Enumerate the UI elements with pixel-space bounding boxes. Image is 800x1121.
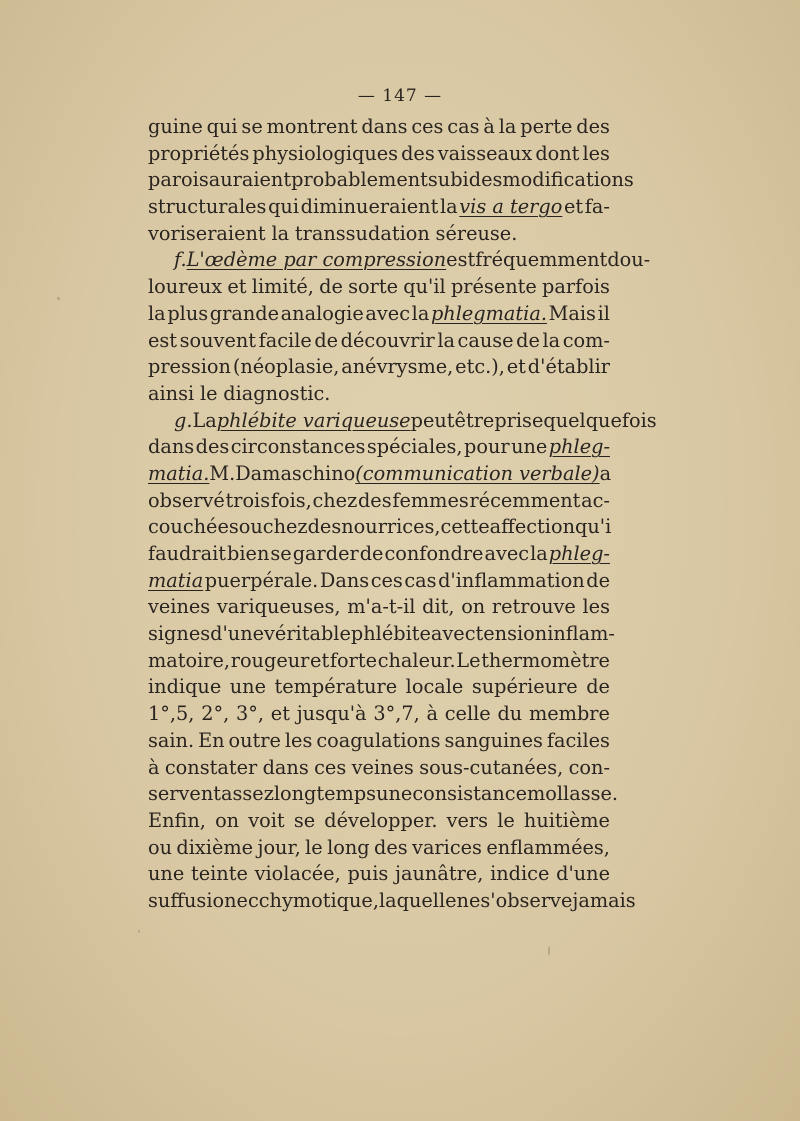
word: pour — [464, 435, 510, 459]
word: ces — [370, 568, 403, 592]
word: phlegmatia. — [430, 301, 547, 325]
word: trois — [225, 488, 271, 512]
word: variqueuses, — [216, 595, 341, 619]
word: M. — [209, 461, 236, 485]
word: a — [599, 461, 612, 485]
word: faciles — [546, 728, 610, 752]
word: structurales — [148, 195, 267, 219]
word: mollasse. — [526, 782, 619, 806]
word: diagnostic. — [223, 381, 331, 405]
word: ecchymotique, — [236, 888, 379, 912]
word: montrent — [266, 115, 358, 138]
word: vis a tergo — [459, 195, 563, 219]
text-line — [148, 541, 610, 568]
word: Le — [456, 648, 481, 672]
word: ou — [148, 835, 173, 859]
paper-speck — [57, 297, 60, 300]
word: la — [437, 328, 455, 352]
word: diminueraient — [300, 195, 439, 219]
word: à — [426, 702, 438, 726]
word: matia — [148, 568, 204, 592]
text-line — [148, 755, 610, 782]
word: (néoplasie, — [232, 355, 340, 379]
word: bien — [227, 542, 270, 565]
word: subi — [427, 168, 469, 192]
text-line — [148, 808, 610, 835]
word: outre — [228, 728, 281, 752]
word: à — [483, 115, 495, 138]
word: on — [461, 595, 486, 619]
word: cas — [404, 568, 437, 592]
word: enflammées, — [486, 835, 610, 859]
word: physiologiques — [252, 141, 399, 165]
word: à — [148, 755, 160, 779]
text-line — [148, 167, 634, 194]
word: observé — [148, 488, 225, 512]
text-line — [148, 141, 610, 168]
word: sanguines — [444, 728, 543, 752]
word: Dans — [319, 568, 370, 592]
word: des — [374, 835, 408, 859]
word: probablement — [291, 168, 428, 192]
word: phleg- — [548, 435, 610, 459]
word: con- — [568, 755, 610, 779]
text-line — [148, 488, 610, 515]
word: avec — [365, 301, 411, 325]
word: le — [497, 808, 515, 832]
word: la — [542, 328, 561, 352]
text-line — [148, 328, 610, 355]
word: loureux — [148, 275, 223, 299]
text-line — [148, 354, 610, 381]
word: laquelle — [378, 888, 457, 912]
word: inflam- — [547, 622, 615, 646]
word: qui — [268, 195, 300, 219]
word: nourrices, — [341, 515, 441, 539]
word: La — [192, 408, 217, 432]
word: d'une — [556, 862, 610, 886]
word: auraient — [208, 168, 292, 192]
paper-speck — [548, 946, 550, 956]
word: chaleur. — [377, 648, 456, 672]
word: membre — [528, 702, 610, 726]
text-line — [148, 861, 610, 888]
text-line — [148, 781, 619, 808]
word: affection — [489, 515, 576, 539]
word: longtemps — [273, 782, 377, 806]
word: des — [468, 168, 503, 192]
word: ne — [456, 888, 481, 912]
word: femmes — [392, 488, 469, 512]
word: qui — [206, 115, 238, 138]
word: cause — [457, 328, 514, 352]
word: retrouve — [491, 595, 576, 619]
word: développer. — [324, 808, 438, 832]
word: Enfin, — [148, 808, 206, 832]
word: découvrir — [340, 328, 435, 352]
word: de — [359, 542, 384, 565]
word: et — [227, 275, 247, 299]
word: spéciales, — [366, 435, 463, 459]
text-line — [148, 594, 610, 621]
word: locale — [405, 675, 464, 699]
word: forte — [329, 648, 378, 672]
text-line — [148, 621, 615, 648]
word: pression — [148, 355, 231, 379]
word: garder — [292, 542, 359, 565]
word: des — [576, 115, 610, 138]
word: couchées — [148, 515, 239, 539]
word: violacée, — [254, 862, 341, 886]
word: rougeur — [230, 648, 310, 672]
word: des — [307, 515, 342, 539]
body-text — [148, 114, 657, 915]
word: avec — [430, 622, 476, 646]
word: long — [327, 835, 370, 859]
word: constater — [164, 755, 258, 779]
word: matoire, — [148, 648, 231, 672]
word: et — [563, 195, 584, 219]
word: d'inflammation — [438, 568, 585, 592]
word: voriseraient — [148, 221, 266, 245]
word: En — [198, 728, 225, 752]
word: huitième — [523, 808, 610, 832]
word: avec — [484, 542, 530, 565]
word: parois — [148, 168, 209, 192]
word: tension — [475, 622, 548, 646]
word: de — [586, 675, 610, 699]
text-line — [148, 221, 610, 248]
word: thermomètre — [481, 648, 610, 672]
word: sorte — [348, 275, 399, 299]
word: limité, — [251, 275, 314, 299]
word: parfois — [542, 275, 610, 299]
word: on — [215, 808, 240, 832]
word: la — [148, 301, 166, 325]
paper-speck — [138, 930, 140, 933]
word: fréquemment — [475, 248, 608, 272]
word: une — [229, 675, 266, 699]
word: sain. — [148, 728, 195, 752]
word: dans — [361, 115, 408, 138]
text-line — [148, 247, 651, 274]
word: les — [582, 141, 610, 165]
word: ces — [411, 115, 444, 138]
page-number: — 147 — — [357, 86, 443, 106]
word: des — [357, 488, 392, 512]
word: et — [270, 702, 290, 726]
word: 2°, — [201, 702, 230, 726]
word: matia. — [148, 461, 210, 485]
word: les — [284, 728, 313, 752]
word: sous-cutanées, — [419, 755, 564, 779]
text-line — [148, 568, 610, 595]
word: plus — [167, 301, 209, 325]
word: dans — [262, 755, 309, 779]
word: température — [274, 675, 398, 699]
word: transsudation — [294, 221, 430, 245]
word: se — [270, 542, 292, 565]
word: analogie — [280, 301, 364, 325]
word: (communication verbale) — [355, 461, 600, 485]
word: coagulations — [316, 728, 441, 752]
word: fois, — [270, 488, 312, 512]
word: ou — [238, 515, 263, 539]
word: anévrysme, — [341, 355, 454, 379]
word: Mais — [548, 301, 596, 325]
word: jour, — [257, 835, 301, 859]
text-line — [148, 301, 610, 328]
word: de — [516, 328, 540, 352]
word: cette — [440, 515, 490, 539]
text-line — [148, 434, 610, 461]
word: prise — [494, 408, 544, 432]
word: indique — [148, 675, 222, 699]
word: 3°,7, — [373, 702, 420, 726]
word: ces — [314, 755, 347, 779]
word: f. — [174, 248, 187, 272]
word: jamais — [572, 888, 636, 912]
word: 1°,5, — [148, 702, 195, 726]
word: propriétés — [148, 141, 250, 165]
word: etc.), — [455, 355, 505, 379]
text-line — [148, 728, 610, 755]
word: assez — [221, 782, 274, 806]
word: fa- — [584, 195, 610, 219]
word: modifications — [502, 168, 634, 192]
word: quelquefois — [543, 408, 657, 432]
text-line — [148, 674, 610, 701]
word: supérieure — [471, 675, 578, 699]
word: confondre — [384, 542, 484, 565]
word: m'a-t-il — [347, 595, 416, 619]
word: chez — [262, 515, 308, 539]
text-line — [148, 408, 657, 435]
word: vers — [446, 808, 489, 832]
word: qu'i — [575, 515, 612, 539]
word: voit — [248, 808, 285, 832]
word: une — [148, 862, 185, 886]
word: facile — [258, 328, 312, 352]
word: le — [305, 835, 323, 859]
word: du — [497, 702, 523, 726]
word: vaisseaux — [437, 141, 533, 165]
word: et — [506, 355, 526, 379]
text-line — [148, 514, 610, 541]
word: jusqu'à — [296, 702, 367, 726]
word: grande — [209, 301, 280, 325]
text-line — [148, 381, 610, 408]
word: de — [319, 275, 343, 299]
word: des — [401, 141, 435, 165]
word: est — [148, 328, 178, 352]
word: suffusion — [148, 888, 237, 912]
word: dont — [535, 141, 580, 165]
word: L'œdème par compression — [186, 248, 447, 272]
text-line — [148, 194, 610, 221]
word: indice — [490, 862, 550, 886]
word: guine — [148, 115, 203, 138]
word: chez — [312, 488, 358, 512]
word: g. — [174, 408, 193, 432]
word: faudrait — [148, 542, 227, 565]
word: la — [498, 115, 517, 138]
word: phleg- — [548, 542, 610, 565]
word: et — [310, 648, 330, 672]
word: com- — [562, 328, 610, 352]
word: veines — [351, 755, 414, 779]
word: des — [195, 435, 230, 459]
word: jaunâtre, — [395, 862, 484, 886]
word: signes — [148, 622, 211, 646]
word: la — [439, 195, 458, 219]
text-line — [148, 648, 610, 675]
word: phlébite variqueuse — [216, 408, 411, 432]
word: la — [411, 301, 430, 325]
word: de — [314, 328, 339, 352]
word: perte — [520, 115, 573, 138]
word: être — [454, 408, 495, 432]
word: phlébite — [350, 622, 431, 646]
word: dou- — [607, 248, 651, 272]
word: dixième — [176, 835, 254, 859]
word: d'une — [210, 622, 265, 646]
word: les — [582, 595, 610, 619]
word: une — [376, 782, 413, 806]
text-line — [148, 274, 610, 301]
word: cas — [447, 115, 480, 138]
word: consistance — [412, 782, 527, 806]
word: présente — [450, 275, 537, 299]
word: se — [241, 115, 263, 138]
word: dit, — [422, 595, 455, 619]
word: véritable — [264, 622, 351, 646]
word: veines — [148, 595, 211, 619]
word: la — [530, 542, 548, 565]
word: celle — [444, 702, 491, 726]
word: dans — [148, 435, 195, 459]
text-line — [148, 461, 610, 488]
word: ac- — [581, 488, 610, 512]
word: la — [271, 221, 290, 245]
word: peut — [410, 408, 455, 432]
word: teinte — [190, 862, 248, 886]
word: il — [597, 301, 610, 325]
word: le — [199, 381, 218, 405]
word: est — [446, 248, 476, 272]
word: séreuse. — [435, 221, 518, 245]
word: souvent — [179, 328, 257, 352]
word: d'établir — [527, 355, 610, 379]
word: puerpérale. — [204, 568, 319, 592]
word: qu'il — [403, 275, 446, 299]
word: ainsi — [148, 381, 195, 405]
word: 3°, — [235, 702, 265, 726]
word: servent — [148, 782, 221, 806]
word: puis — [347, 862, 389, 886]
text-line — [148, 114, 610, 141]
text-line — [148, 888, 636, 915]
word: s'observe — [480, 888, 573, 912]
word: récemment — [469, 488, 581, 512]
text-line — [148, 701, 610, 728]
word: se — [293, 808, 316, 832]
word: varices — [412, 835, 482, 859]
word: de — [586, 568, 610, 592]
word: une — [511, 435, 548, 459]
word: circonstances — [230, 435, 366, 459]
word: Damaschino — [235, 461, 356, 485]
text-line — [148, 835, 610, 862]
